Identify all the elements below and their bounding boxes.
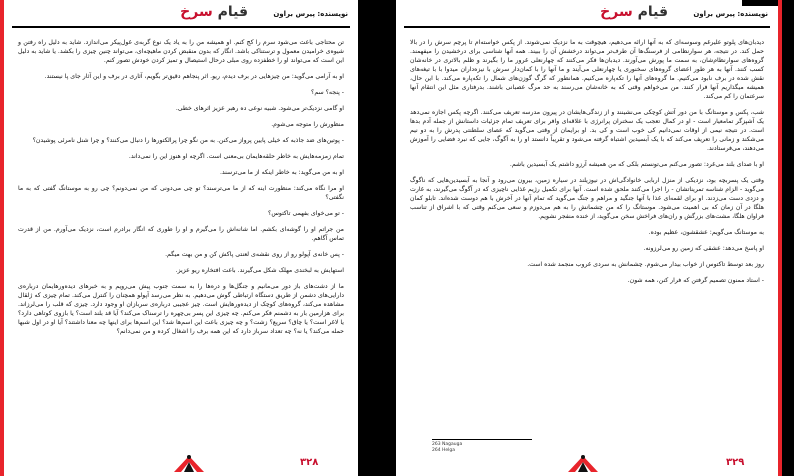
paragraph: ما از دشت‌های باز دور می‌مانیم و جنگل‌ها و دره‌ها را به سمت جنوب پیش می‌رویم و به خبرهای دیده‌ورهایمان درباره‌ی دارایی‌های دشمن از طریق دستگاه ارتباطی گوش می‌دهیم. به نظر می‌رسد آپولو همچنان را کنترل می‌کند. تمام چیزی که ژلقال مشاهده می‌کند، گروه‌های کوچک از دیده‌ورهایش است. چیز عجیبی درباره‌ی سربازان او وجود دارد. چیزی که قلب را می‌لرزاند. برای هزارمین بار به دشمنم فکر می‌کنم. چه چیزی این پسر بی‌چهره را ترسناک می‌کند؟ آیا قد بلند است؟ یا بازوی کوتاهی دارد؟ یا لاغر است؟ یا چاق؟ سریع؟ زشت؟ و چه چیزی باعث این اسم‌ها شد؟ این اسم‌ها برای اینها چه معنا داشتند؟ آیا او در اول شبها حمله می‌کند؟ یا نه؟ چه تعداد سرباز دارد که این همه برف را اشغال کرده و من نمی‌دانم؟ bbox=[18, 283, 344, 335]
page-footer bbox=[4, 450, 358, 476]
author-line: نویسنده: پیرس براون bbox=[273, 10, 348, 18]
paragraph: - پوتین‌های ضد جاذبه که خیلی پایین پرواز می‌کنن. به من نگو چرا پرالکتورها را دنبال می‌کنند؟ و چرا شنل نامرئی پوشیدن؟ bbox=[32, 137, 344, 144]
left-page bbox=[0, 0, 358, 476]
brand-title bbox=[180, 4, 248, 20]
paragraph: او به من می‌گوید: به خاطر اینکه از ما می‌ترسند. bbox=[219, 169, 344, 176]
header-rule bbox=[404, 26, 770, 28]
brand-word-2: سرخ bbox=[180, 4, 213, 20]
paragraph: او با صدای بلند می‌غرد: تصور می‌کنم می‌تونستم بلکی که من همیشه آرزو داشتم یک آبسیدین باشم. bbox=[509, 161, 764, 168]
header-rule bbox=[12, 26, 350, 28]
paragraph: منظورش را متوجه می‌شوم. bbox=[271, 121, 344, 128]
brand-title bbox=[600, 4, 668, 20]
author-line: نویسنده: پیرس براون bbox=[693, 10, 768, 18]
right-page bbox=[396, 0, 782, 476]
paragraph: وقتی یک پسربچه بود، نزدیکی از منزل اربابی خانوادگی‌اش در نیوزیلند در سیاره زمین، بیرون می‌رود و آنجا به آبسیدین‌هایی که ناگوگ می‌گوید - الزام شناسه تمرینا‌تشان - را اجرا می‌کنند ملحق شده است. آنها برای تکمیل رژیم غذایی ناچیزی که در آگوگ می‌گیرند، به غارت و دزدی دست می‌زدند. او برای لقمه‌ای غذا با آنها جنگید و مراهم و جنگ می‌گوید که تمام آنها در آخرش با هم دوست شده‌اند. تابلو کمان هلگا در آن زمان که بی اهمیت می‌شود. موستانگ را که من چشمانش را به هم می‌دوزم و سعی می‌کنم وقتی که با اشراق از تناسب فراوان هلگا، مشت‌های بزرگش و ران‌های فراخش سخن می‌گوید، از خنده منفجر نشویم. bbox=[410, 177, 764, 220]
page-header bbox=[4, 4, 358, 26]
brand-word-1: قیام bbox=[637, 4, 668, 20]
paragraph: دیدبان‌های پلوتو علیرغم وسوسه‌ای که به آنها ارائه می‌دهیم، هیچوقت به ما نزدیک نمی‌شوند. از پکس خواسته‌ام تا پرچم سرش را در بالا حمل کند. در نتیجه، هر سوارنظامی از فرسنگ‌ها آن طرف‌تر می‌تواند درخشش آن را ببیند. همه آنها شناسی برای درخشیدن را میفهمند. گروه‌های سوارنظام‌شان، به سمت ما پورش می‌آورند. دیدبان‌ها فکر می‌کنند که چهارنعلی غرور ما را بگیرند و ظلم بالاتری در خانه‌شان کسب کنند. آنها به هر طور اعضای گروه‌های سخنوری یا چهارنعلی می‌آیند و ما آنها را با کمان‌دار سرش با نیزه‌داران میدوا با با تیغه‌های نقش شده در برف نابود می‌کنیم. ما گروه‌های آنها را تکه‌پاره می‌کنیم. همانطور که گرگ گوزن‌های شمال را تکه‌پاره می‌کند. با این حال، همیشه میگذاریم آنها فرار کنند. من می‌خواهم وقتی که به خانه‌شان می‌رسند به حد مرگ عصبانی باشند. بدرفتاری مثل این انتقام آنها سرعتمان را کم می‌کند. bbox=[410, 39, 764, 100]
brand-word-1: قیام bbox=[217, 4, 248, 20]
page-footer bbox=[396, 450, 778, 476]
footnote: 264 Helga bbox=[432, 448, 456, 453]
paragraph: تن محتاجی باعث می‌شود سرم را کج کنم. او همیشه من را به یاد یک نوع گربه‌ی غول‌پیکر می‌اندازد. شاید به دلیل راه رفتن و شیوه‌ی خرامیدن معمول و ترستناکی باشد. انگار که بدون منقبض کردن ماهیچه‌ای، می‌تواند چنین چیزی را بکشد. یا شاید به دلیل این است که می‌تواند او را خطفزده روی مبلی درحال استیصال و تمیز کردن خودش تصور کنم. bbox=[18, 39, 344, 64]
paragraph: او به آرامی می‌گوید: من چیزهایی در برف دیدم، ریو. اثر پنجاهم دقیق‌تر بگویم، آثاری در برف و این آثار جای پا نیستند. bbox=[44, 73, 344, 80]
page-number: ۳۲۸ bbox=[300, 457, 319, 468]
page-header bbox=[396, 4, 778, 26]
red-winged-emblem-icon bbox=[172, 452, 206, 474]
paragraph: روز بعد توسط تاکتوس از خواب بیدار می‌شوم. چشمانش به سردی غروب منجمد شده است. bbox=[527, 261, 764, 268]
paragraph: شب، پکس و موستانگ با من دور آتش کوچکی می‌نشینند و از زندگی‌هایشان در پیرون مدرسه تعریف می‌کنند. اگرچه پکس اجازه نمی‌دهد یک آشپزگر تمامعیار است - او در کمال تعجب یک سخنران پرانرژی با علاقه‌ای وافر برای تعریف تمام جزئیات داستانش از جمله آدم بدها است. در نتیجه نیمی از اوقات نمی‌دانیم کی خوب است و کی بد. او برایمان از وقتی می‌گوید که عصای سلطنتی پدرش را به دو نیم می‌شکند و زمانی را تعریف می‌کند که با یک آبسیدین اشتباه گرفته می‌شود و تقریباً دانستد او را به آگوگ، جایی که نبرد فضایی را آموزش می‌دهند، می‌فرستادند. bbox=[410, 109, 764, 152]
paragraph: - پس خانه‌ی آپولو رو از روی نقشه‌ی لعنتی پاکش کن و من بهت میگم. bbox=[165, 251, 344, 258]
paragraph: - استاد ممنون تصمیم گرفتن که فرار کنن، همه شون. bbox=[627, 277, 764, 284]
page-body bbox=[410, 38, 764, 292]
paragraph: او مرا نگاه می‌کند: منظورت اینه که از ما می‌ترسند؟ تو چی می‌دونی که من نمی‌دونم؟ چی رو به موستانگ گفتی که به ما نگفتی؟ bbox=[18, 185, 344, 201]
paragraph: او پاسخ می‌دهد: عشقی که زمین رو می‌لرزونه. bbox=[643, 245, 764, 252]
paragraph: - پنجه؟ سم؟ bbox=[311, 89, 344, 96]
paragraph: - تو می‌خوای بفهمی تاکتوس؟ bbox=[268, 210, 344, 217]
paragraph: استهایش به لبخندی مهلک شکل می‌گیرند. باعث افتخاره ریو عزیز. bbox=[175, 267, 344, 274]
footnote-rule bbox=[432, 439, 532, 440]
footnote: 263 Nagauga bbox=[432, 442, 463, 447]
paragraph: من جراتم او را گوشه‌ای بکشم. اما شانه‌اش را می‌گیرم و او را طوری که انگار برادرم است، نزدیک می‌آورم. من از قدرت تماس آگاهم. bbox=[18, 226, 344, 242]
paragraph: تمام زمزمه‌هایش به خاطر حلقه‌هایمان بی‌معنی است. اگرچه او هنوز این را نمی‌داند. bbox=[128, 153, 344, 160]
red-winged-emblem-icon bbox=[566, 452, 600, 474]
brand-word-2: سرخ bbox=[600, 4, 633, 20]
page-body bbox=[18, 38, 344, 343]
paragraph: او گامی نزدیک‌تر می‌شود. شبیه نوعی ده رهبر عزیز اثرهای خطی. bbox=[175, 105, 344, 112]
paragraph: به موستانگ می‌گویم: عشقشون، عظیم بوده. bbox=[648, 229, 764, 236]
page-number: ۳۲۹ bbox=[726, 457, 745, 468]
